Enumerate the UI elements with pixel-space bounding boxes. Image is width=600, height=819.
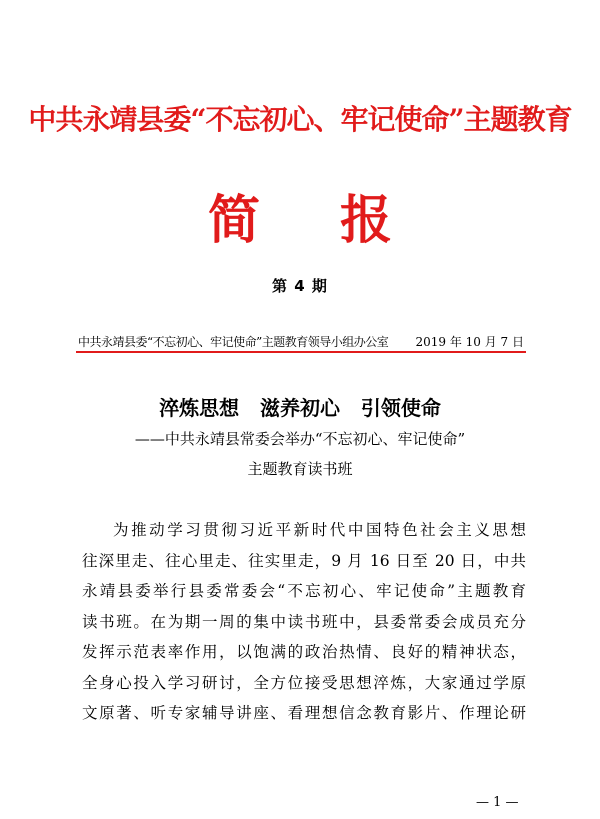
issue-date: 2019 年 10 月 7 日	[415, 335, 524, 349]
masthead-big-title: 简报	[207, 190, 472, 251]
body-line: 发挥示范表率作用，以饱满的政治热情、良好的精神状态，	[82, 643, 526, 661]
masthead-title: 中共永靖县委“不忘初心、牢记使命”主题教育	[28, 103, 572, 136]
body-line: 为推动学习贯彻习近平新时代中国特色社会主义思想	[113, 521, 526, 539]
article-subhead-line-1: ——中共永靖县常委会举办“不忘初心、牢记使命”	[134, 430, 466, 448]
article-headline: 淬炼思想 滋养初心 引领使命	[159, 396, 441, 420]
page-number: — 1 —	[476, 795, 519, 810]
red-divider-line	[76, 351, 526, 353]
body-line: 永靖县委举行县委常委会“不忘初心、牢记使命”主题教育	[82, 582, 526, 600]
article-subhead-line-2: 主题教育读书班	[247, 460, 353, 478]
body-line: 文原著、听专家辅导讲座、看理想信念教育影片、作理论研	[82, 704, 526, 722]
article-body	[82, 515, 526, 729]
body-line: 往深里走、往心里走、往实里走，9 月 16 日至 20 日，中共	[82, 551, 526, 570]
issuer-name: 中共永靖县委“不忘初心、牢记使命”主题教育领导小组办公室	[78, 335, 389, 349]
issue-number: 第 4 期	[272, 277, 328, 295]
body-line: 全身心投入学习研讨，全方位接受思想淬炼，大家通过学原	[82, 673, 526, 692]
body-line: 读书班。在为期一周的集中读书班中，县委常委会成员充分	[82, 612, 526, 631]
